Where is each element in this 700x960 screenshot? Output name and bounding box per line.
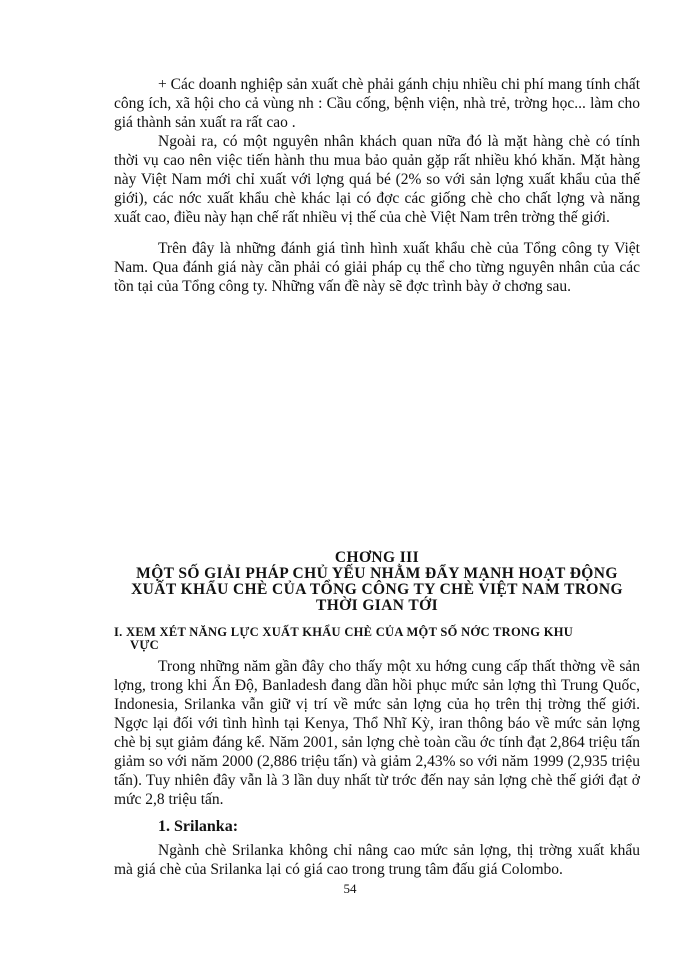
subsection-heading: 1. Srilanka: bbox=[158, 818, 239, 835]
chapter-number: CHƠNG III bbox=[334, 549, 420, 566]
text-block-top bbox=[114, 75, 640, 227]
text-block-summary bbox=[114, 239, 640, 296]
section-heading-line1: I. XEM XÉT NĂNG LỰC XUẤT KHẨU CHÈ CỦA MỘT SỐ NỚC TRONG KHU bbox=[114, 625, 574, 639]
paragraph-costs: + Các doanh nghiệp sản xuất chè phải gánh chịu nhiều chi phí mang tính chất công ích, xã hội cho cả vùng nh : Cầu cống, bệnh viện, nhà trẻ, trờng học... làm cho giá thành sản xuất ra rất cao . bbox=[114, 76, 640, 131]
paragraph-srilanka: Ngành chè Srilanka không chỉ nâng cao mức sản lợng, thị trờng xuất khẩu mà giá chè của Srilanka lại có giá cao trong trung tâm đấu giá Colombo. bbox=[114, 842, 640, 878]
text-block-section bbox=[114, 657, 640, 809]
paragraph-objective-reasons: Ngoài ra, có một nguyên nhân khách quan nữa đó là mặt hàng chè có tính thời vụ cao nên việc tiến hành thu mua bảo quản gặp rất nhiều khó khăn. Mặt hàng này Việt Nam mới chỉ xuất với lợng quá bé (2% so với sản lợng xuất khẩu của thế giới), các nớc xuất khẩu chè khác lại có đợc các giống chè cho chất lợng và năng xuất cao, điều này hạn chế rất nhiều vị thế của chè Việt Nam trên trờng thế giới. bbox=[114, 133, 640, 226]
section-heading bbox=[114, 626, 640, 652]
section-heading-line2: VỰC bbox=[130, 638, 159, 652]
paragraph-world-supply: Trong những năm gần đây cho thấy một xu hớng cung cấp thất thờng về sản lợng, trong khi Ấn Độ, Banladesh đang dần hồi phục mức sản lợng thì Trung Quốc, Indonesia, Srilanka vẫn giữ vị trí về mức sản lợng của họ trên thị trờng thế giới. Ngợc lại đối với tình hình tại Kenya, Thổ Nhĩ Kỳ, iran thông báo về mức sản lợng chè bị sụt giảm đáng kể. Năm 2001, sản lợng chè toàn cầu ớc tính đạt 2,864 triệu tấn giảm so với năm 2000 (2,886 triệu tấn) và giảm 2,43% so với năm 1999 (2,935 triệu tấn). Tuy nhiên đây vẫn là 3 lần duy nhất từ trớc đến nay sản lợng chè thế giới đạt ở mức 2,8 triệu tấn. bbox=[114, 658, 640, 808]
text-block-srilanka bbox=[114, 841, 640, 879]
chapter-title: MỘT SỐ GIẢI PHÁP CHỦ YẾU NHẰM ĐẨY MẠNH HOẠT ĐỘNG XUẤT KHẨU CHÈ CỦA TỔNG CÔNG TY CHÈ VIỆT NAM TRONG THỜI GIAN TỚI bbox=[131, 565, 623, 614]
page-number: 54 bbox=[343, 881, 357, 896]
paragraph-summary: Trên đây là những đánh giá tình hình xuất khẩu chè của Tổng công ty Việt Nam. Qua đánh giá này cần phải có giải pháp cụ thể cho từng nguyên nhân của các tồn tại của Tổng công ty. Những vấn đề này sẽ đợc trình bày ở chơng sau. bbox=[114, 240, 640, 295]
